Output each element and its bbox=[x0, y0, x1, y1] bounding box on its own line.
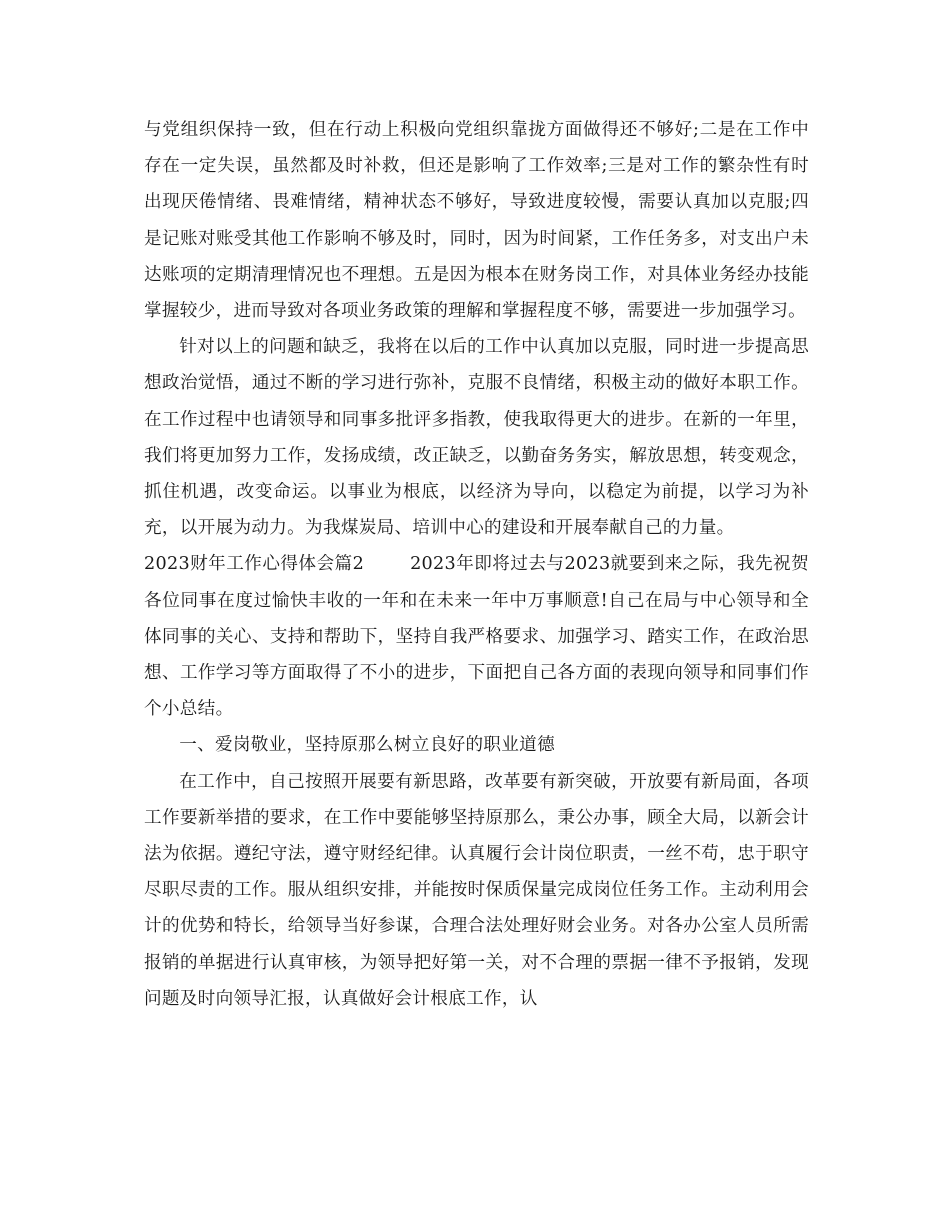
paragraph-improvement: 针对以上的问题和缺乏，我将在以后的工作中认真加以克服，同时进一步提高思想政治觉悟，通过不断的学习进行弥补，克服不良情绪，积极主动的做好本职工作。在工作过程中也请领导和同事多批评多指教，使我取得更大的进步。在新的一年里，我们将更加努力工作，发扬成绩，改正缺乏，以勤奋务务实，解放思想，转变观念，抓住机遇，改变命运。以事业为根底，以经济为导向，以稳定为前提，以学习为补充，以开展为动力。为我煤炭局、培训中心的建设和开展奉献自己的力量。 bbox=[144, 337, 809, 539]
paragraph-work-ethics: 在工作中，自己按照开展要有新思路，改革要有新突破，开放要有新局面，各项工作要新举措的要求，在工作中要能够坚持原那么，秉公办事，顾全大局，以新会计法为依据。遵纪守法，遵守财经纪律。认真履行会计岗位职责，一丝不苟，忠于职守尽职尽责的工作。服从组织安排，并能按时保质保量完成岗位任务工作。主动利用会计的优势和特长，给领导当好参谋，合理合法处理好财会业务。对各办公室人员所需报销的单据进行认真审核，为领导把好第一关，对不合理的票据一律不予报销，发现问题及时向领导汇报，认真做好会计根底工作，认 bbox=[144, 771, 809, 1009]
paragraph-shortcomings: 与党组织保持一致，但在行动上积极向党组织靠拢方面做得还不够好;二是在工作中存在一定失误，虽然都及时补救，但还是影响了工作效率;三是对工作的繁杂性有时出现厌倦情绪、畏难情绪，精神状态不够好，导致进度较慢，需要认真加以克服;四是记账对账受其他工作影响不够及时，同时，因为时间紧，工作任务多，对支出户未达账项的定期清理情况也不理想。五是因为根本在财务岗工作，对具体业务经办技能掌握较少，进而导致对各项业务政策的理解和掌握程度不够，需要进一步加强学习。 bbox=[144, 120, 809, 322]
document-body bbox=[144, 112, 809, 1017]
section-title: 2023财年工作心得体会篇2 bbox=[144, 554, 365, 575]
subheading: 一、爱岗敬业，坚持原那么树立良好的职业道德 bbox=[179, 735, 555, 756]
section-intro: 2023年即将过去与2023就要到来之际，我先祝贺各位同事在度过愉快丰收的一年和在未来一年中万事顺意!自己在局与中心领导和全体同事的关心、支持和帮助下，坚持自我严格要求、加强学习、踏实工作，在政治思想、工作学习等方面取得了不小的进步，下面把自己各方面的表现向领导和同事们作个小总结。 bbox=[144, 554, 809, 720]
section-heading-line bbox=[144, 546, 809, 727]
